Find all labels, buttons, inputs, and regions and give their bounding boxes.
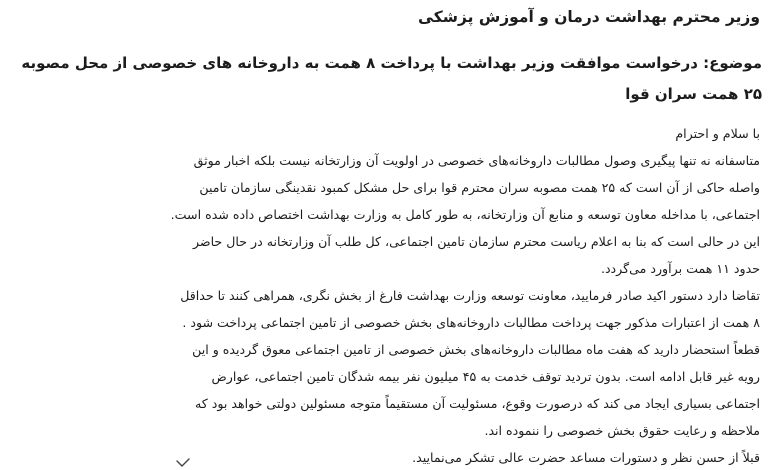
addressee-heading: وزیر محترم بهداشت درمان و آموزش پزشکی — [418, 8, 760, 26]
body-line-5: حدود ۱۱ همت برآورد می‌گردد. — [600, 261, 760, 276]
body-line-8: قطعاً استحضار دارید که هفت ماه مطالبات داروخانه‌های بخش خصوصی از تامین اجتماعی معوق گردیده و این — [192, 342, 760, 357]
body-line-3: اجتماعی، با مداخله معاون توسعه و منابع آن وزارتخانه، به طور کامل به وزارت بهداشت اختصاص داده شده است. — [170, 207, 760, 222]
body-line-9: رویه غیر قابل ادامه است. بدون تردید توقف خدمت به ۴۵ میلیون نفر بیمه شدگان تامین اجتماعی، عوارض — [211, 369, 760, 384]
body-line-7: ۸ همت از اعتبارات مذکور جهت پرداخت مطالبات داروخانه‌های بخش خصوصی از تامین اجتماعی پرداخت شود . — [182, 315, 760, 330]
closing-line: قبلاً از حسن نظر و دستورات مساعد حضرت عالی تشکر می‌نمایید. — [412, 450, 760, 465]
subject-line-2: ۲۵ همت سران قوا — [625, 85, 762, 103]
body-line-10: اجتماعی بسیاری ایجاد می کند که درصورت وقوع، مسئولیت آن مستقیماً متوجه مسئولین دولتی خواهد بود که — [194, 396, 760, 411]
body-line-11: ملاحظه و رعایت حقوق بخش خصوصی را ننموده اند. — [484, 423, 760, 438]
salutation: با سلام و احترام — [675, 126, 760, 141]
body-line-4: این در حالی است که بنا به اعلام ریاست محترم سازمان تامین اجتماعی، کل طلب آن وزارتخانه در حال حاضر — [192, 234, 760, 249]
handwritten-tick-icon — [176, 458, 190, 468]
subject-line-1: موضوع: درخواست موافقت وزیر بهداشت با پرداخت ۸ همت به داروخانه های خصوصی از محل مصوبه — [21, 54, 762, 72]
body-line-2: واصله حاکی از آن است که ۲۵ همت مصوبه سران محترم قوا برای حل مشکل کمبود نقدینگی سازمان تامین — [199, 180, 760, 195]
body-line-6: تقاضا دارد دستور اکید صادر فرمایید، معاونت توسعه وزارت بهداشت فارغ از بخش نگری، همراهی کنند تا حداقل — [180, 288, 760, 303]
body-line-1: متاسفانه نه تنها پیگیری وصول مطالبات داروخانه‌های خصوصی در اولویت آن وزارتخانه نیست بلکه اخبار موثق — [193, 153, 760, 168]
